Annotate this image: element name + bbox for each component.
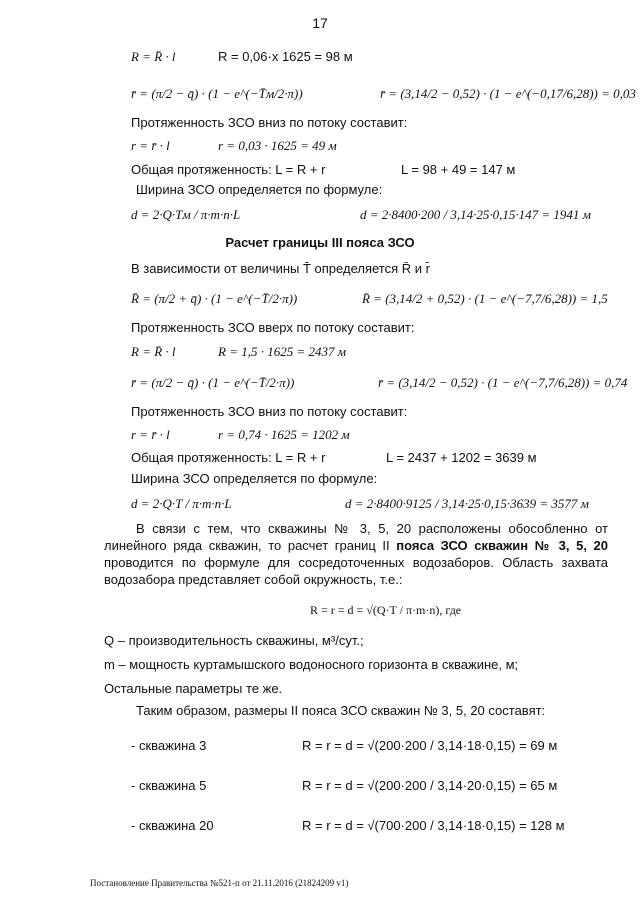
formula-d-calc-2: d = 2·8400·9125 / 3,14·25·0,15·3639 = 3577 м (345, 496, 589, 511)
definition-Q: Q – производительность скважины, м³/сут.; (104, 633, 364, 648)
formula-d-calc: d = 2·8400·200 / 3,14·25·0,15·147 = 1941 м (360, 207, 591, 222)
formula-circle-radius: R = r = d = √(Q·T / π·m·n), где (310, 603, 462, 617)
formula-R-calc-2: R = 1,5 · 1625 = 2437 м (218, 344, 347, 359)
well-5-label: - скважина 5 (131, 778, 207, 793)
formula-r-bar-calc: r̄ = (3,14/2 − 0,52) · (1 − e^(−0,17/6,28)) = 0,03 (380, 86, 636, 101)
section-heading: Расчет границы III пояса ЗСО (225, 235, 415, 250)
page-number: 17 (312, 15, 328, 31)
paragraph-bold-part: пояса ЗСО скважин № 3, 5, 20 (396, 538, 608, 553)
well-20-calc: R = r = d = √(700·200 / 3,14·18·0,15) = 128 м (302, 818, 565, 833)
formula-R-calc: R = 0,06·x 1625 = 98 м (218, 49, 353, 64)
paragraph-part-2: проводится по формуле для сосредоточенных водозаборов. Область захвата водозабора представляет собой окружность, т.е.: (104, 555, 608, 587)
formula-R-bar: R̄ = (π/2 + q̄) · (1 − e^(−T̄/2·π)) (131, 291, 298, 306)
well-20-label: - скважина 20 (131, 818, 214, 833)
formula-r-bar: r̄ = (π/2 − q̄) · (1 − e^(−T̄м/2·π)) (131, 86, 303, 101)
formula-R-length: R = R̄ · l (131, 49, 176, 64)
well-3-label: - скважина 3 (131, 738, 207, 753)
text-upstream-length: Протяженность ЗСО вверх по потоку составит: (131, 320, 415, 335)
text-downstream-length-2: Протяженность ЗСО вниз по потоку составит: (131, 404, 408, 419)
formula-r-bar-2: r̄ = (π/2 − q̄) · (1 − e^(−T̄/2·π)) (131, 375, 295, 390)
definition-rest: Остальные параметры те же. (104, 681, 283, 696)
text-depends-on-T: В зависимости от величины T̄ определяется R̄ и r̄ (131, 261, 430, 276)
text-total-length-2: Общая протяженность: L = R + r (131, 450, 326, 465)
formula-r-calc: r = 0,03 · 1625 = 49 м (218, 138, 337, 153)
formula-R-length-2: R = R̄ · l (131, 344, 176, 359)
text-sizes-summary: Таким образом, размеры II пояса ЗСО скважин № 3, 5, 20 составят: (136, 703, 546, 718)
definition-m: m – мощность куртамышского водоносного горизонта в скважине, м; (104, 657, 519, 672)
footer-note: Постановление Правительства №521-п от 21.11.2016 (21824209 v1) (90, 878, 349, 888)
well-5-calc: R = r = d = √(200·200 / 3,14·20·0,15) = 65 м (302, 778, 558, 793)
text-total-length-calc: L = 98 + 49 = 147 м (401, 162, 516, 177)
formula-d: d = 2·Q·Tм / π·m·n·L (131, 207, 241, 222)
formula-r-bar-calc-2: r̄ = (3,14/2 − 0,52) · (1 − e^(−7,7/6,28)) = 0,74 (378, 375, 628, 390)
formula-R-bar-calc: R̄ = (3,14/2 + 0,52) · (1 − e^(−7,7/6,28)) = 1,5 (362, 291, 608, 306)
text-width-formula: Ширина ЗСО определяется по формуле: (136, 182, 383, 197)
text-downstream-length: Протяженность ЗСО вниз по потоку составит: (131, 115, 408, 130)
text-width-formula-2: Ширина ЗСО определяется по формуле: (131, 471, 378, 486)
paragraph-part-1: В связи с тем, что скважины № 3, 5, 20 расположены обособленно от линейного ряда скважин, то расчет границ II (104, 521, 608, 553)
formula-r-length-2: r = r̄ · l (131, 427, 170, 442)
formula-d-2: d = 2·Q·T / π·m·n·L (131, 496, 232, 511)
text-total-length-calc-2: L = 2437 + 1202 = 3639 м (386, 450, 537, 465)
paragraph-concentrated-intakes (104, 520, 608, 588)
well-3-calc: R = r = d = √(200·200 / 3,14·18·0,15) = 69 м (302, 738, 558, 753)
formula-r-calc-2: r = 0,74 · 1625 = 1202 м (218, 427, 350, 442)
formula-r-length: r = r̄ · l (131, 138, 170, 153)
text-total-length: Общая протяженность: L = R + r (131, 162, 326, 177)
